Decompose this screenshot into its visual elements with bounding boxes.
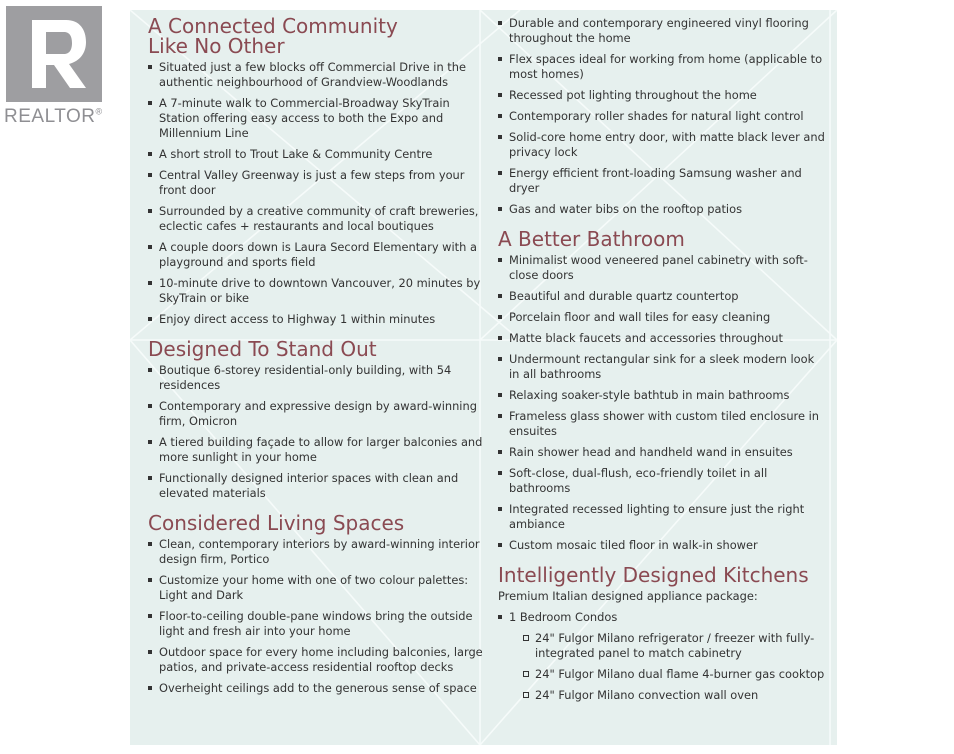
sub-list-item: 24" Fulgor Milano convection wall oven	[523, 688, 828, 703]
list-item: Relaxing soaker-style bathtub in main bathrooms	[498, 388, 828, 403]
realtor-r-icon	[6, 6, 102, 102]
list-item: Flex spaces ideal for working from home (applicable to most homes)	[498, 52, 828, 82]
list-item: Integrated recessed lighting to ensure just the right ambiance	[498, 502, 828, 532]
list-item: A tiered building façade to allow for larger balconies and more sunlight in your home	[148, 435, 488, 465]
list-item: A short stroll to Trout Lake & Community Centre	[148, 147, 488, 162]
list-item: Matte black faucets and accessories throughout	[498, 331, 828, 346]
list-item: Rain shower head and handheld wand in ensuites	[498, 445, 828, 460]
list-item: Durable and contemporary engineered vinyl flooring throughout the home	[498, 16, 828, 46]
list-item: Gas and water bibs on the rooftop patios	[498, 202, 828, 217]
feature-sheet	[130, 10, 837, 745]
list-item-group	[498, 610, 828, 703]
list-item: A couple doors down is Laura Secord Elementary with a playground and sports field	[148, 240, 488, 270]
sub-list-item: 24" Fulgor Milano dual flame 4-burner gas cooktop	[523, 667, 828, 682]
list-item: Clean, contemporary interiors by award-winning interior design firm, Portico	[148, 537, 488, 567]
section-heading: Designed To Stand Out	[148, 337, 377, 361]
list-item: 10-minute drive to downtown Vancouver, 20 minutes by SkyTrain or bike	[148, 276, 488, 306]
list-item: Frameless glass shower with custom tiled enclosure in ensuites	[498, 409, 828, 439]
list-item: Recessed pot lighting throughout the home	[498, 88, 828, 103]
list-item: Beautiful and durable quartz countertop	[498, 289, 828, 304]
section-heading: A Better Bathroom	[498, 227, 685, 251]
section-considered-living-spaces	[148, 513, 488, 696]
list-item: Contemporary and expressive design by award-winning firm, Omicron	[148, 399, 488, 429]
list-item: Custom mosaic tiled floor in walk-in shower	[498, 538, 828, 553]
group-label: 1 Bedroom Condos	[509, 610, 618, 624]
list-item: Energy efficient front-loading Samsung washer and dryer	[498, 166, 828, 196]
list-item: Outdoor space for every home including balconies, large patios, and private-access residential rooftop decks	[148, 645, 488, 675]
list-item: Contemporary roller shades for natural light control	[498, 109, 828, 124]
sub-list-item: 24" Fulgor Milano refrigerator / freezer with fully-integrated panel to match cabinetry	[523, 631, 828, 661]
list-item: Minimalist wood veneered panel cabinetry with soft-close doors	[498, 253, 828, 283]
list-item: Undermount rectangular sink for a sleek modern look in all bathrooms	[498, 352, 828, 382]
list-item: Porcelain floor and wall tiles for easy cleaning	[498, 310, 828, 325]
kitchen-intro: Premium Italian designed appliance package:	[498, 589, 758, 603]
list-item: Enjoy direct access to Highway 1 within minutes	[148, 312, 488, 327]
section-heading: A Connected Community Like No Other	[148, 14, 398, 58]
realtor-label: REALTOR®	[4, 106, 103, 127]
list-item: Soft-close, dual-flush, eco-friendly toilet in all bathrooms	[498, 466, 828, 496]
realtor-logo	[6, 6, 102, 102]
right-column	[498, 16, 828, 709]
section-connected-community	[148, 16, 488, 327]
section-heading: Intelligently Designed Kitchens	[498, 563, 809, 587]
list-item: Customize your home with one of two colour palettes: Light and Dark	[148, 573, 488, 603]
list-item: Surrounded by a creative community of craft breweries, eclectic cafes + restaurants and local boutiques	[148, 204, 488, 234]
list-item: Central Valley Greenway is just a few steps from your front door	[148, 168, 488, 198]
list-item: Overheight ceilings add to the generous sense of space	[148, 681, 488, 696]
list-item: Floor-to-ceiling double-pane windows bring the outside light and fresh air into your home	[148, 609, 488, 639]
section-kitchens	[498, 565, 828, 703]
section-heading: Considered Living Spaces	[148, 511, 405, 535]
section-general-features	[498, 16, 828, 217]
list-item: Solid-core home entry door, with matte black lever and privacy lock	[498, 130, 828, 160]
list-item: Situated just a few blocks off Commercial Drive in the authentic neighbourhood of Grandview-Woodlands	[148, 60, 488, 90]
left-column	[148, 16, 488, 702]
list-item: A 7-minute walk to Commercial-Broadway SkyTrain Station offering easy access to both the Expo and Millennium Line	[148, 96, 488, 141]
list-item: Functionally designed interior spaces with clean and elevated materials	[148, 471, 488, 501]
list-item: Boutique 6-storey residential-only building, with 54 residences	[148, 363, 488, 393]
section-better-bathroom	[498, 229, 828, 553]
section-designed-to-stand-out	[148, 339, 488, 501]
